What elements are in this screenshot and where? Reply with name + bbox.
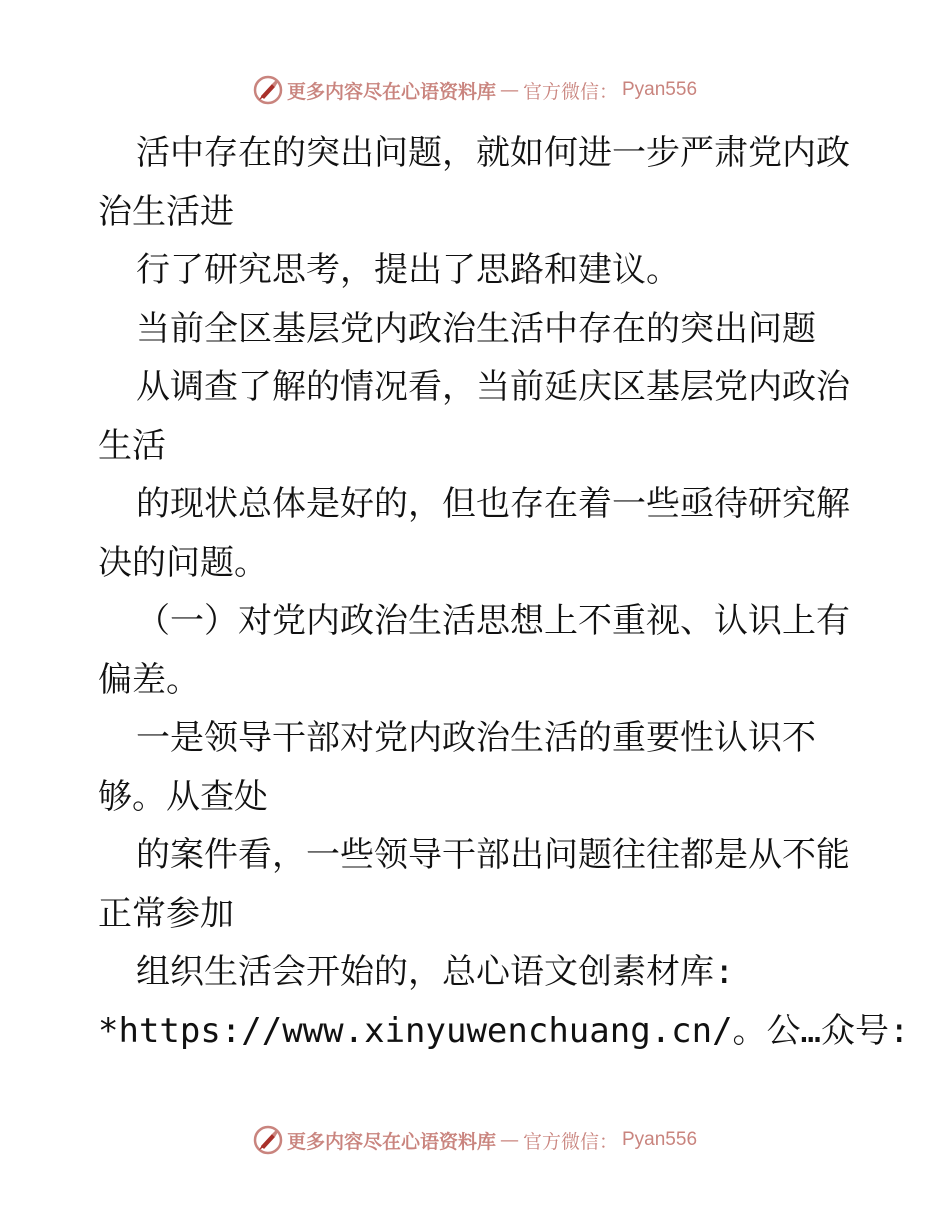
banner-wechat-label: 官方微信： bbox=[522, 80, 618, 103]
body-line: 偏差。 bbox=[98, 659, 200, 700]
banner-wechat-label: 官方微信： bbox=[522, 1130, 618, 1153]
banner-dash: — bbox=[499, 1129, 519, 1151]
body-line: 活中存在的突出问题，就如何进一步严肃党内政 bbox=[136, 133, 850, 173]
quill-pen-logo-icon bbox=[253, 1125, 283, 1155]
body-line: 组织生活会开始的，总心语文创素材库: bbox=[136, 952, 735, 992]
banner-dash: — bbox=[499, 79, 519, 101]
body-line: 生活 bbox=[98, 425, 166, 466]
body-line: 当前全区基层党内政治生活中存在的突出问题 bbox=[136, 308, 816, 349]
document-body bbox=[98, 124, 910, 1060]
body-line: 的现状总体是好的，但也存在着一些亟待研究解 bbox=[136, 484, 850, 524]
body-line: 决的问题。 bbox=[98, 542, 268, 583]
body-line: 从调查了解的情况看，当前延庆区基层党内政治 bbox=[136, 367, 850, 407]
banner-wechat-id: Pyan556 bbox=[622, 79, 698, 100]
body-line-url: *https://www.xinyuwenchuang.cn/。公…众号: bbox=[98, 1010, 910, 1051]
body-line: 的案件看，一些领导干部出问题往往都是从不能 bbox=[136, 835, 850, 875]
body-line: 治生活进 bbox=[98, 191, 234, 232]
body-line: （一）对党内政治生活思想上不重视、认识上有 bbox=[136, 601, 850, 641]
banner-brand-text: 更多内容尽在心语资料库 bbox=[286, 80, 496, 103]
body-line: 够。从查处 bbox=[98, 776, 268, 817]
body-line: 行了研究思考，提出了思路和建议。 bbox=[136, 250, 680, 290]
body-line: 正常参加 bbox=[98, 893, 234, 934]
quill-pen-logo-icon bbox=[253, 75, 283, 105]
header-watermark-banner bbox=[0, 70, 950, 110]
banner-wechat-id: Pyan556 bbox=[622, 1129, 698, 1150]
banner-brand-text: 更多内容尽在心语资料库 bbox=[286, 1130, 496, 1153]
body-line: 一是领导干部对党内政治生活的重要性认识不 bbox=[136, 718, 816, 758]
footer-watermark-banner bbox=[0, 1120, 950, 1160]
